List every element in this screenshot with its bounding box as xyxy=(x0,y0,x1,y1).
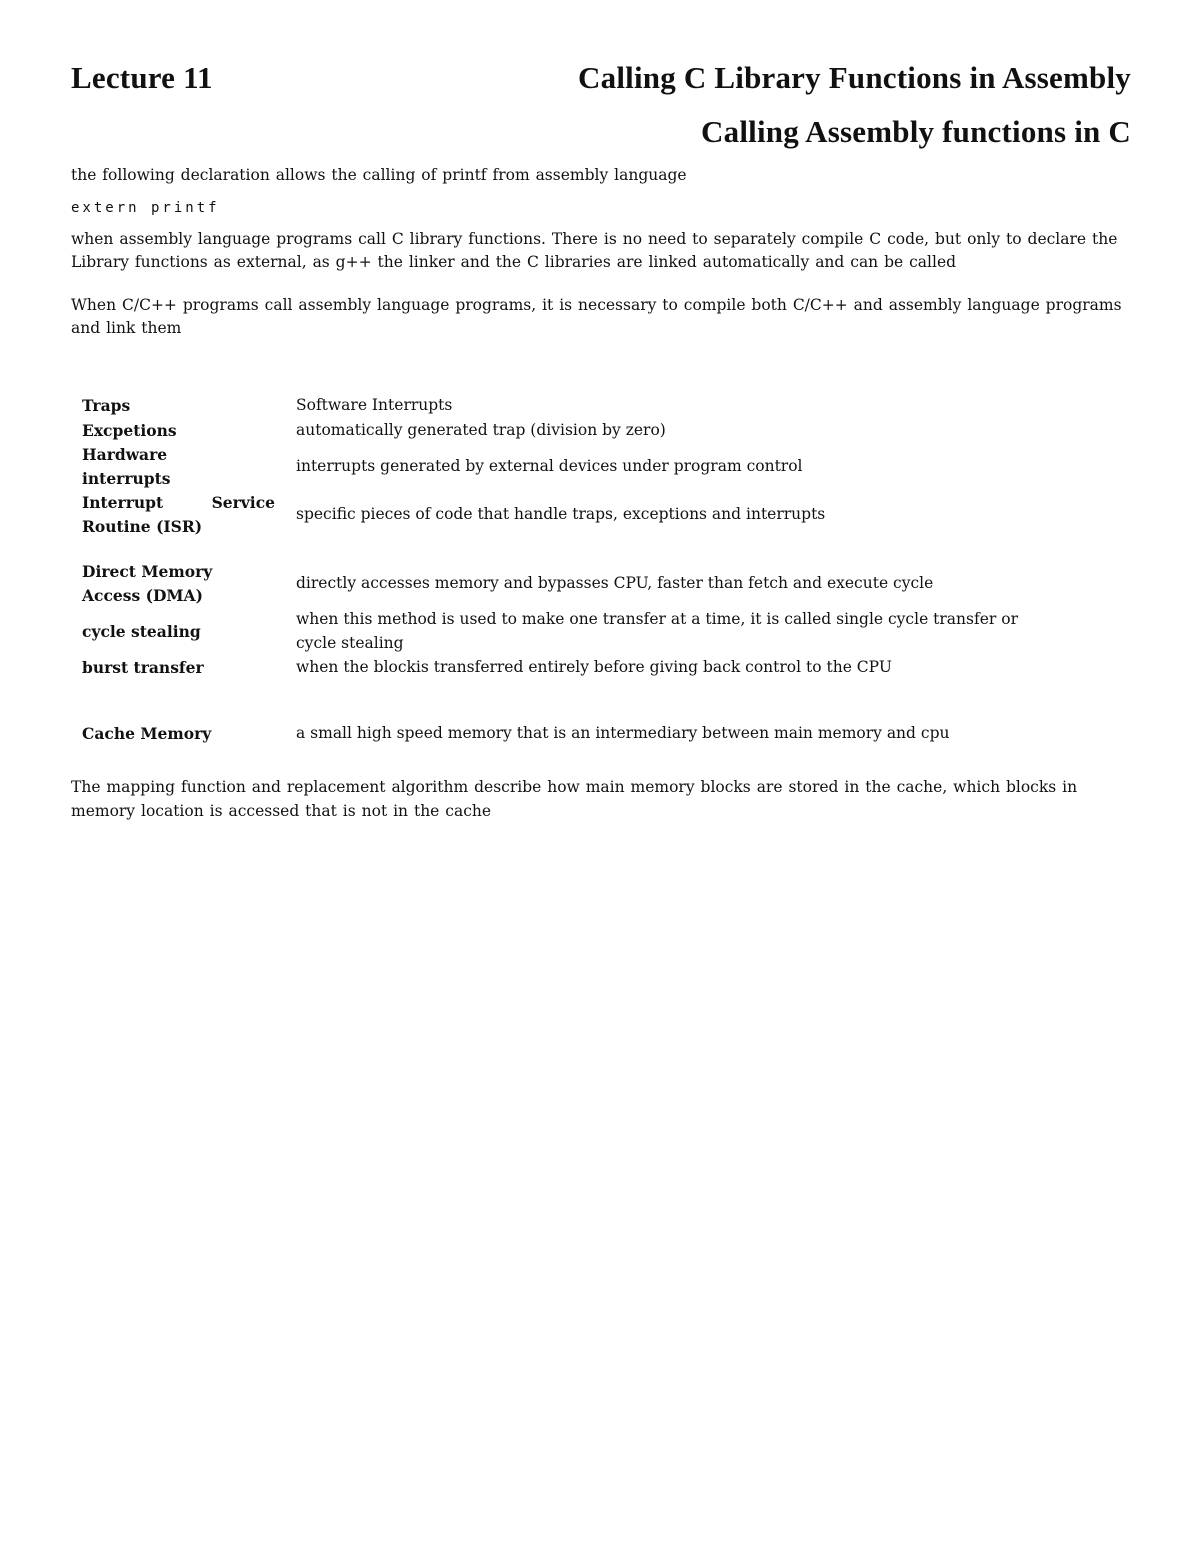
glossary-term: Direct Memory Access (DMA) xyxy=(82,562,213,605)
glossary-term: cycle stealing xyxy=(82,621,201,641)
glossary-term: Excpetions xyxy=(82,420,177,440)
lecture-number: Lecture 11 xyxy=(71,60,213,95)
page-subtitle: Calling Assembly functions in C xyxy=(701,114,1131,149)
document-page xyxy=(71,60,1131,820)
glossary-row xyxy=(82,608,1082,655)
glossary-row xyxy=(82,722,1082,746)
glossary-definition: directly accesses memory and bypasses CPU, faster than fetch and execute cycle xyxy=(296,573,934,592)
glossary-definition: automatically generated trap (division by zero) xyxy=(296,420,666,439)
glossary-table xyxy=(82,394,1082,745)
glossary-definition: when this method is used to make one transfer at a time, it is called single cycle transfer or cycle stealing xyxy=(296,610,1018,652)
intro-paragraph-2: when assembly language programs call C library functions. There is no need to separately compile C code, but only to declare the Library functions as external, as g++ the linker and the C libraries are linked automatically and can be called xyxy=(71,229,1118,271)
glossary-definition: a small high speed memory that is an intermediary between main memory and cpu xyxy=(296,723,950,742)
glossary-definition: Software Interrupts xyxy=(296,396,453,414)
glossary-term: burst transfer xyxy=(82,658,204,677)
glossary-term: Interrupt Service Routine (ISR) xyxy=(82,493,275,536)
glossary-definition: when the blockis transferred entirely before giving back control to the CPU xyxy=(296,658,892,676)
glossary-row xyxy=(82,443,1082,490)
closing-paragraph: The mapping function and replacement algorithm describe how main memory blocks are stored in the cache, which blocks in memory location is accessed that is not in the cache xyxy=(71,778,1078,820)
code-declaration: extern printf xyxy=(71,199,220,216)
glossary-row xyxy=(82,560,1082,607)
page-title: Calling C Library Functions in Assembly xyxy=(578,60,1131,95)
glossary-row xyxy=(82,394,1082,418)
glossary-term: Traps xyxy=(82,396,131,415)
glossary-row xyxy=(82,491,1082,538)
glossary-spacer xyxy=(82,538,1082,554)
glossary-definition: interrupts generated by external devices under program control xyxy=(296,456,803,475)
glossary-definition: specific pieces of code that handle traps, exceptions and interrupts xyxy=(296,504,826,523)
glossary-term: Cache Memory xyxy=(82,723,212,743)
glossary-spacer xyxy=(82,680,1082,720)
intro-paragraph-1: the following declaration allows the calling of printf from assembly language xyxy=(71,166,687,184)
glossary-row xyxy=(82,656,1082,680)
glossary-row xyxy=(82,419,1082,443)
glossary-term: Hardware interrupts xyxy=(82,445,171,488)
intro-paragraph-3: When C/C++ programs call assembly language programs, it is necessary to compile both C/C++ and assembly language programs and link them xyxy=(71,295,1122,337)
title-row xyxy=(71,60,1131,106)
